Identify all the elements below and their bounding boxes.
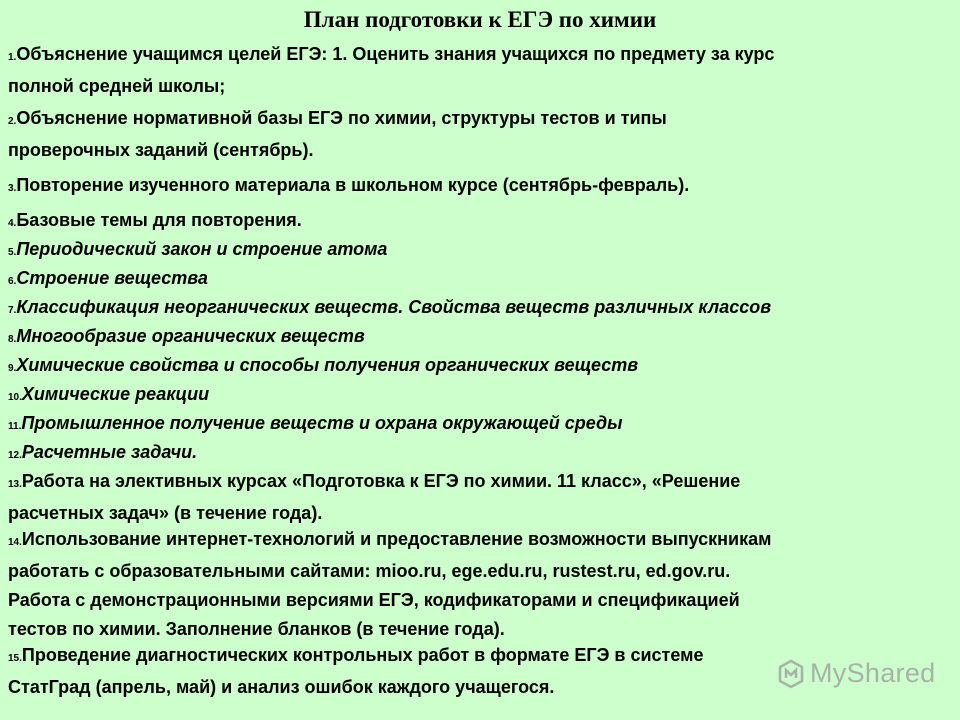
- item-text: Повторение изученного материала в школьном курсе (сентябрь-февраль).: [16, 175, 690, 195]
- item-text: Химические свойства и способы получения органических веществ: [16, 355, 639, 375]
- list-item: [8, 40, 952, 101]
- item-number: 2.: [8, 116, 17, 127]
- item-text: Промышленное получение веществ и охрана окружающей среды: [21, 413, 623, 433]
- item-text: тестов по химии. Заполнение бланков (в течение года).: [8, 619, 505, 639]
- item-text: Работа на элективных курсах «Подготовка к ЕГЭ по химии. 11 класс», «Решение: [21, 471, 741, 491]
- item-number: 8.: [8, 334, 17, 345]
- myshared-watermark: [778, 658, 935, 689]
- item-number: 15.: [8, 653, 22, 664]
- slide-title: План подготовки к ЕГЭ по химии: [303, 7, 657, 32]
- item-text: Строение вещества: [16, 268, 208, 288]
- item-text: Расчетные задачи.: [21, 442, 198, 462]
- list-item: [8, 438, 952, 470]
- list-item: [8, 351, 952, 383]
- list-item: [8, 104, 952, 165]
- item-text: проверочных заданий (сентябрь).: [8, 140, 314, 160]
- item-text: Работа с демонстрационными версиями ЕГЭ, кодификаторами и спецификацией: [8, 590, 740, 610]
- item-number: 5.: [8, 247, 17, 258]
- item-text: работать с образовательными сайтами: mioo.ru, ege.edu.ru, rustest.ru, ed.gov.ru.: [8, 561, 731, 581]
- item-text: СтатГрад (апрель, май) и анализ ошибок каждого учащегося.: [8, 677, 555, 697]
- item-text: расчетных задач» (в течение года).: [8, 503, 323, 523]
- item-text: Периодический закон и строение атома: [16, 239, 388, 259]
- item-text: Объяснение учащимся целей ЕГЭ: 1. Оценить знания учащихся по предмету за курс: [16, 44, 775, 64]
- watermark-text: MyShared: [810, 658, 936, 688]
- item-number: 12.: [8, 450, 22, 461]
- item-text: Объяснение нормативной базы ЕГЭ по химии, структуры тестов и типы: [16, 108, 667, 128]
- item-number: 6.: [8, 276, 17, 287]
- item-number: 3.: [8, 183, 17, 194]
- list-item: [8, 293, 952, 325]
- item-number: 7.: [8, 305, 17, 316]
- item-text: Классификация неорганических веществ. Свойства веществ различных классов: [16, 297, 772, 317]
- item-text: Химические реакции: [21, 384, 210, 404]
- item-number: 10.: [8, 392, 22, 403]
- list-item: [8, 409, 952, 441]
- list-item: [8, 171, 952, 203]
- list-item: [8, 322, 952, 354]
- list-item: [8, 235, 952, 267]
- myshared-logo-icon: [778, 659, 804, 689]
- list-item: [8, 264, 952, 296]
- list-item: [8, 380, 952, 412]
- item-number: 9.: [8, 363, 17, 374]
- list-item: [8, 206, 952, 238]
- list-item: [8, 525, 952, 644]
- item-text: Использование интернет-технологий и предоставление возможности выпускникам: [21, 529, 772, 549]
- item-number: 11.: [8, 421, 22, 432]
- item-number: 1.: [8, 52, 17, 63]
- item-number: 4.: [8, 218, 17, 229]
- item-number: 13.: [8, 479, 22, 490]
- item-text: Проведение диагностических контрольных работ в формате ЕГЭ в системе: [21, 645, 704, 665]
- item-text: Многообразие органических веществ: [16, 326, 365, 346]
- item-number: 14.: [8, 537, 22, 548]
- item-text: полной средней школы;: [8, 76, 226, 96]
- list-item: [8, 467, 952, 528]
- item-text: Базовые темы для повторения.: [16, 210, 302, 230]
